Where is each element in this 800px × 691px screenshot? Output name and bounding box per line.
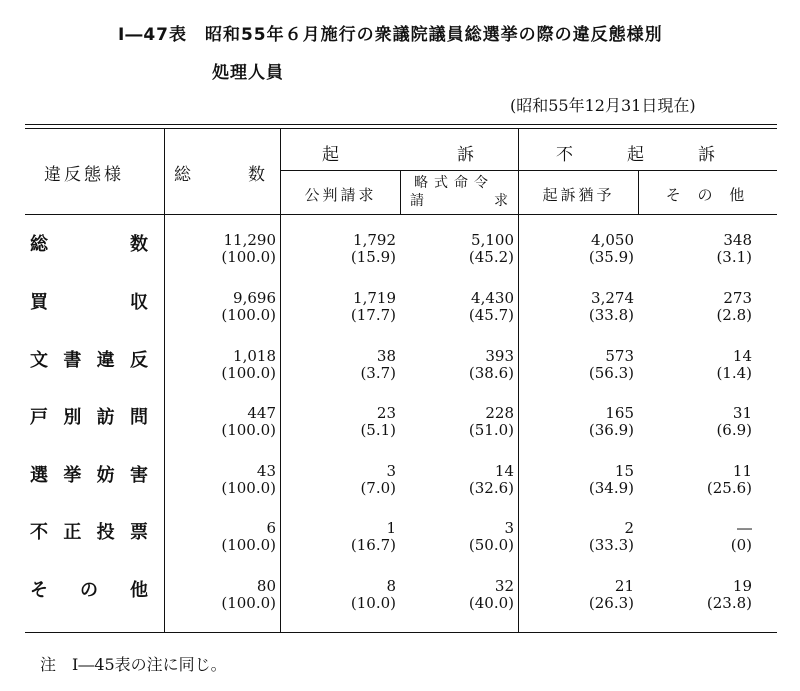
cell-percent: (17.7) xyxy=(350,306,396,324)
cell-count: 8 xyxy=(386,577,396,595)
row-label-char: 違 xyxy=(96,350,115,371)
cell-percent: (100.0) xyxy=(221,364,276,382)
cell-count: 4,050 xyxy=(591,231,634,249)
cell-count: 348 xyxy=(723,231,752,249)
cell-percent: (0) xyxy=(730,536,752,554)
row-label xyxy=(30,230,148,256)
cell-count: 9,696 xyxy=(233,289,276,307)
table-cell xyxy=(404,290,514,324)
cell-count: 573 xyxy=(605,347,634,365)
cell-percent: (25.6) xyxy=(706,479,752,497)
table-cell xyxy=(404,405,514,439)
row-label-char: 正 xyxy=(63,522,82,543)
table-title-line2: 処理人員 xyxy=(212,63,284,83)
cell-count: 11 xyxy=(732,462,752,480)
col-divider-3 xyxy=(400,170,401,214)
table-cell xyxy=(524,463,634,497)
cell-count: 6 xyxy=(266,519,276,537)
row-label-char: 票 xyxy=(129,522,148,543)
cell-count: 1,792 xyxy=(353,231,396,249)
cell-count: 14 xyxy=(732,347,752,365)
table-cell xyxy=(286,290,396,324)
row-label-char: 害 xyxy=(129,465,148,486)
table-cell xyxy=(404,348,514,382)
cell-percent: (35.9) xyxy=(588,248,634,266)
row-label-char: 投 xyxy=(96,522,115,543)
cell-count: 447 xyxy=(247,404,276,422)
cell-percent: (2.8) xyxy=(716,306,752,324)
cell-percent: (100.0) xyxy=(221,594,276,612)
table-note: 注 Ⅰ―45表の注に同じ。 xyxy=(40,655,227,674)
row-label xyxy=(30,518,148,544)
table-cell xyxy=(642,232,752,266)
cell-percent: (45.7) xyxy=(468,306,514,324)
cell-count: 165 xyxy=(605,404,634,422)
header-ki: 起 xyxy=(322,145,339,165)
cell-count: 273 xyxy=(723,289,752,307)
bottom-rule xyxy=(25,632,777,633)
row-label xyxy=(30,461,148,487)
table-cell xyxy=(166,348,276,382)
cell-percent: (3.1) xyxy=(716,248,752,266)
cell-percent: (10.0) xyxy=(350,594,396,612)
table-cell xyxy=(524,405,634,439)
cell-count: 31 xyxy=(732,404,752,422)
row-label xyxy=(30,576,148,602)
cell-percent: (26.3) xyxy=(588,594,634,612)
header-kohan-seikyu: 公判請求 xyxy=(304,186,377,204)
table-cell xyxy=(404,520,514,554)
row-label-char: 収 xyxy=(130,292,148,313)
table-cell xyxy=(642,405,752,439)
cell-percent: (100.0) xyxy=(221,306,276,324)
row-label-char: 選 xyxy=(30,465,48,486)
cell-percent: (40.0) xyxy=(468,594,514,612)
cell-percent: (34.9) xyxy=(588,479,634,497)
cell-count: 32 xyxy=(494,577,514,595)
header-sou: 総 xyxy=(174,165,191,185)
row-label-char: 妨 xyxy=(96,465,115,486)
cell-count: 19 xyxy=(732,577,752,595)
table-cell xyxy=(286,348,396,382)
table-cell xyxy=(642,348,752,382)
table-title-line1: Ⅰ―47表 昭和55年６月施行の衆議院議員総選挙の際の違反態様別 xyxy=(118,25,663,45)
cell-count: 228 xyxy=(485,404,514,422)
row-label-char: 文 xyxy=(30,350,48,371)
row-label xyxy=(30,346,148,372)
cell-count: 38 xyxy=(376,347,396,365)
cell-percent: (3.7) xyxy=(360,364,396,382)
header-ryakushiki-seikyu-right: 求 xyxy=(494,193,508,209)
cell-percent: (100.0) xyxy=(221,479,276,497)
cell-count: 21 xyxy=(614,577,634,595)
row-label-char: 戸 xyxy=(30,407,48,428)
cell-percent: (51.0) xyxy=(468,421,514,439)
cell-percent: (23.8) xyxy=(706,594,752,612)
cell-percent: (16.7) xyxy=(350,536,396,554)
header-fuki-3: 訴 xyxy=(698,145,715,165)
cell-count: 393 xyxy=(485,347,514,365)
row-label-char: そ xyxy=(30,580,48,601)
cell-percent: (6.9) xyxy=(716,421,752,439)
cell-count: 43 xyxy=(256,462,276,480)
table-cell xyxy=(166,520,276,554)
row-label xyxy=(30,288,148,314)
row-label-char: 不 xyxy=(30,522,48,543)
header-kiso-yuyo: 起訴猶予 xyxy=(542,186,615,204)
cell-percent: (15.9) xyxy=(350,248,396,266)
cell-percent: (32.6) xyxy=(468,479,514,497)
table-cell xyxy=(524,348,634,382)
cell-count: 14 xyxy=(494,462,514,480)
row-label-char: 別 xyxy=(63,407,82,428)
table-cell xyxy=(166,405,276,439)
header-so: 訴 xyxy=(457,145,474,165)
table-cell xyxy=(404,463,514,497)
header-fuki-2: 起 xyxy=(627,145,644,165)
table-cell xyxy=(524,578,634,612)
header-ryakushiki-seikyu-left: 請 xyxy=(410,193,424,209)
table-cell xyxy=(166,578,276,612)
cell-percent: (100.0) xyxy=(221,536,276,554)
row-label-char: 問 xyxy=(129,407,148,428)
cell-percent: (36.9) xyxy=(588,421,634,439)
cell-count: 80 xyxy=(256,577,276,595)
row-label-char: 他 xyxy=(130,580,148,601)
table-cell xyxy=(166,290,276,324)
header-fuki-1: 不 xyxy=(556,145,573,165)
row-label-char: 反 xyxy=(129,350,148,371)
table-cell xyxy=(524,520,634,554)
table-cell xyxy=(166,232,276,266)
table-cell xyxy=(166,463,276,497)
header-sub-rule xyxy=(280,170,777,171)
as-of-date: (昭和55年12月31日現在) xyxy=(510,96,696,115)
cell-count: 3 xyxy=(504,519,514,537)
table-cell xyxy=(286,232,396,266)
cell-count: 1 xyxy=(386,519,396,537)
cell-percent: (33.3) xyxy=(588,536,634,554)
table-cell xyxy=(642,463,752,497)
table-cell xyxy=(524,290,634,324)
cell-percent: (7.0) xyxy=(360,479,396,497)
cell-count: 5,100 xyxy=(471,231,514,249)
header-sonota: そ の 他 xyxy=(665,186,751,204)
row-label-char: の xyxy=(80,580,98,601)
col-divider-1 xyxy=(164,129,165,632)
table-cell xyxy=(286,578,396,612)
cell-count: 11,290 xyxy=(223,231,276,249)
row-label-char: 挙 xyxy=(63,465,82,486)
table-cell xyxy=(286,463,396,497)
table-cell xyxy=(642,290,752,324)
table-cell xyxy=(286,520,396,554)
row-label xyxy=(30,403,148,429)
cell-count: 4,430 xyxy=(471,289,514,307)
cell-percent: (56.3) xyxy=(588,364,634,382)
cell-count: ― xyxy=(737,519,752,537)
top-rule-outer xyxy=(25,124,777,125)
cell-percent: (38.6) xyxy=(468,364,514,382)
top-rule-inner xyxy=(25,128,777,129)
cell-count: 3,274 xyxy=(591,289,634,307)
header-ihan-taiyou: 違反態様 xyxy=(44,165,124,185)
cell-count: 2 xyxy=(624,519,634,537)
table-cell xyxy=(642,520,752,554)
header-ryakushiki-top: 略式命令 xyxy=(414,175,494,191)
table-cell xyxy=(286,405,396,439)
cell-count: 15 xyxy=(614,462,634,480)
row-label-char: 総 xyxy=(30,234,48,255)
cell-percent: (33.8) xyxy=(588,306,634,324)
cell-percent: (100.0) xyxy=(221,248,276,266)
cell-percent: (100.0) xyxy=(221,421,276,439)
header-suu: 数 xyxy=(248,165,265,185)
table-cell xyxy=(524,232,634,266)
header-bottom-rule xyxy=(25,214,777,215)
row-label-char: 数 xyxy=(130,234,148,255)
cell-count: 3 xyxy=(386,462,396,480)
cell-percent: (5.1) xyxy=(360,421,396,439)
cell-count: 1,719 xyxy=(353,289,396,307)
row-label-char: 買 xyxy=(30,292,48,313)
cell-percent: (1.4) xyxy=(716,364,752,382)
table-cell xyxy=(404,232,514,266)
table-cell xyxy=(642,578,752,612)
cell-count: 23 xyxy=(376,404,396,422)
cell-count: 1,018 xyxy=(233,347,276,365)
cell-percent: (45.2) xyxy=(468,248,514,266)
row-label-char: 書 xyxy=(63,350,82,371)
cell-percent: (50.0) xyxy=(468,536,514,554)
row-label-char: 訪 xyxy=(96,407,115,428)
table-cell xyxy=(404,578,514,612)
